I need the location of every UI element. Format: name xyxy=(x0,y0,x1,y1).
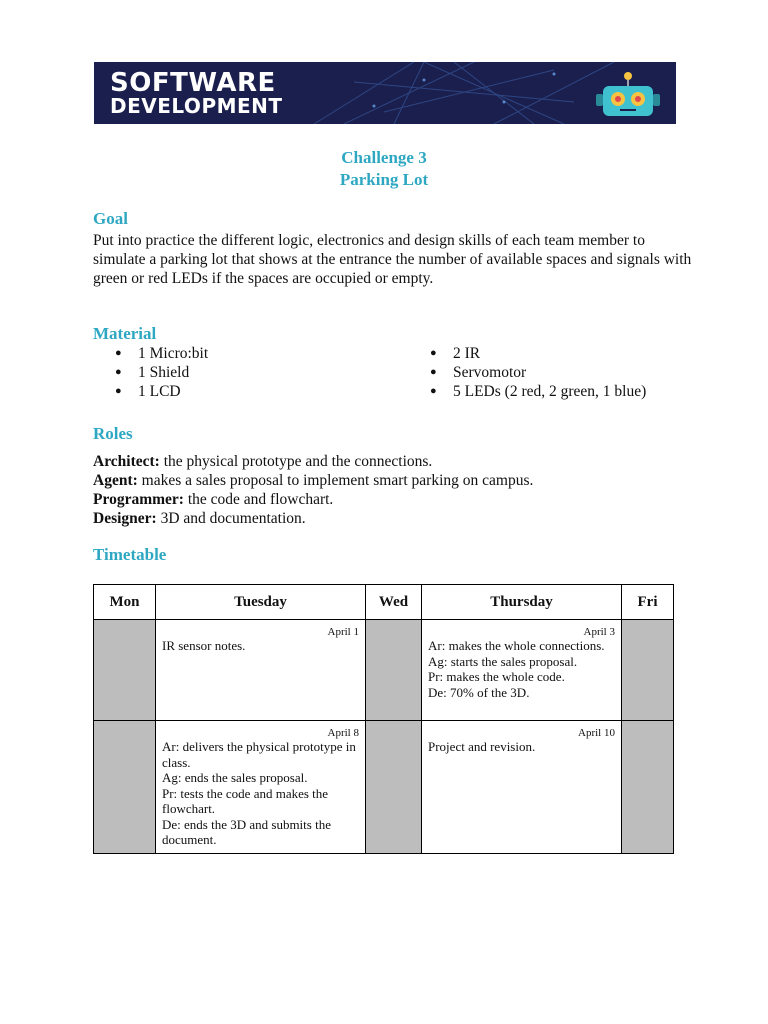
fri-cell xyxy=(622,620,674,721)
cell-text xyxy=(156,739,365,852)
cell-line: De: 70% of the 3D. xyxy=(428,684,530,700)
list-item: ● Servomotor xyxy=(408,363,646,382)
cell-date: April 3 xyxy=(583,626,615,638)
fri-cell xyxy=(622,721,674,854)
banner-line2: DEVELOPMENT xyxy=(110,94,283,118)
cell-line: Pr: makes the whole code. xyxy=(428,669,565,684)
roles-heading: Roles xyxy=(93,424,133,443)
column-header: Wed xyxy=(366,585,422,620)
role-label: Agent: xyxy=(93,472,138,489)
title-line2: Parking Lot xyxy=(339,170,429,189)
role-desc: the physical prototype and the connections. xyxy=(159,453,433,470)
wed-cell xyxy=(366,721,422,854)
material-list-right xyxy=(408,344,646,401)
cell-line: Project and revision. xyxy=(428,739,536,754)
table-row xyxy=(94,620,674,721)
role-designer xyxy=(93,509,533,528)
tuesday-cell xyxy=(156,721,366,854)
cell-date: April 8 xyxy=(327,727,359,739)
banner-line1: SOFTWARE xyxy=(110,68,276,98)
list-item: ● 2 IR xyxy=(408,344,646,363)
cell-date: April 10 xyxy=(578,727,615,739)
table-header-row xyxy=(94,585,674,620)
role-label: Architect: xyxy=(93,453,160,470)
roles-list xyxy=(93,452,533,528)
list-item: ● 1 Shield xyxy=(93,363,208,382)
cell-line: Ag: ends the sales proposal. xyxy=(162,770,308,785)
wed-cell xyxy=(366,620,422,721)
document-title xyxy=(0,147,768,191)
role-agent xyxy=(93,471,533,490)
cell-line: Pr: tests the code and makes the flowchart. xyxy=(162,785,329,816)
column-header: Mon xyxy=(94,585,156,620)
robot-icon xyxy=(596,72,660,116)
goal-text: Put into practice the different logic, electronics and design skills of each team member to simulate a parking lot that shows at the entrance the number of available spaces and signals with green or red LEDs if the spaces are occupied or empty. xyxy=(93,232,692,287)
mon-cell xyxy=(94,620,156,721)
cell-text xyxy=(156,638,365,658)
column-header: Thursday xyxy=(422,585,622,620)
list-item: ● 1 Micro:bit xyxy=(93,344,208,363)
cell-date: April 1 xyxy=(327,626,359,638)
cell-text xyxy=(422,739,621,759)
column-header: Fri xyxy=(622,585,674,620)
mon-cell xyxy=(94,721,156,854)
role-desc: 3D and documentation. xyxy=(156,510,306,527)
role-desc: the code and flowchart. xyxy=(183,491,334,508)
cell-line: De: ends the 3D and submits the document. xyxy=(162,816,331,847)
list-item: ● 1 LCD xyxy=(93,382,208,401)
column-header: Tuesday xyxy=(156,585,366,620)
role-label: Programmer: xyxy=(93,491,184,508)
list-item: ● 5 LEDs (2 red, 2 green, 1 blue) xyxy=(408,382,646,401)
material-heading: Material xyxy=(93,324,157,343)
timetable-heading: Timetable xyxy=(93,545,167,564)
cell-text xyxy=(422,638,621,704)
material-list-left xyxy=(93,344,208,401)
role-desc: makes a sales proposal to implement smart parking on campus. xyxy=(137,472,534,489)
timetable-table xyxy=(93,584,674,854)
cell-line: Ar: delivers the physical prototype in class. xyxy=(162,739,356,770)
thursday-cell xyxy=(422,721,622,854)
thursday-cell xyxy=(422,620,622,721)
banner-logo-text xyxy=(110,70,283,117)
goal-heading: Goal xyxy=(93,209,128,228)
role-label: Designer: xyxy=(93,510,157,527)
table-row xyxy=(94,721,674,854)
role-programmer xyxy=(93,490,533,509)
tuesday-cell xyxy=(156,620,366,721)
role-architect xyxy=(93,452,533,471)
cell-line: Ar: makes the whole connections. xyxy=(428,638,605,653)
cell-line: IR sensor notes. xyxy=(162,638,246,653)
header-banner xyxy=(94,62,676,124)
title-line1: Challenge 3 xyxy=(341,148,427,167)
cell-line: Ag: starts the sales proposal. xyxy=(428,653,578,669)
